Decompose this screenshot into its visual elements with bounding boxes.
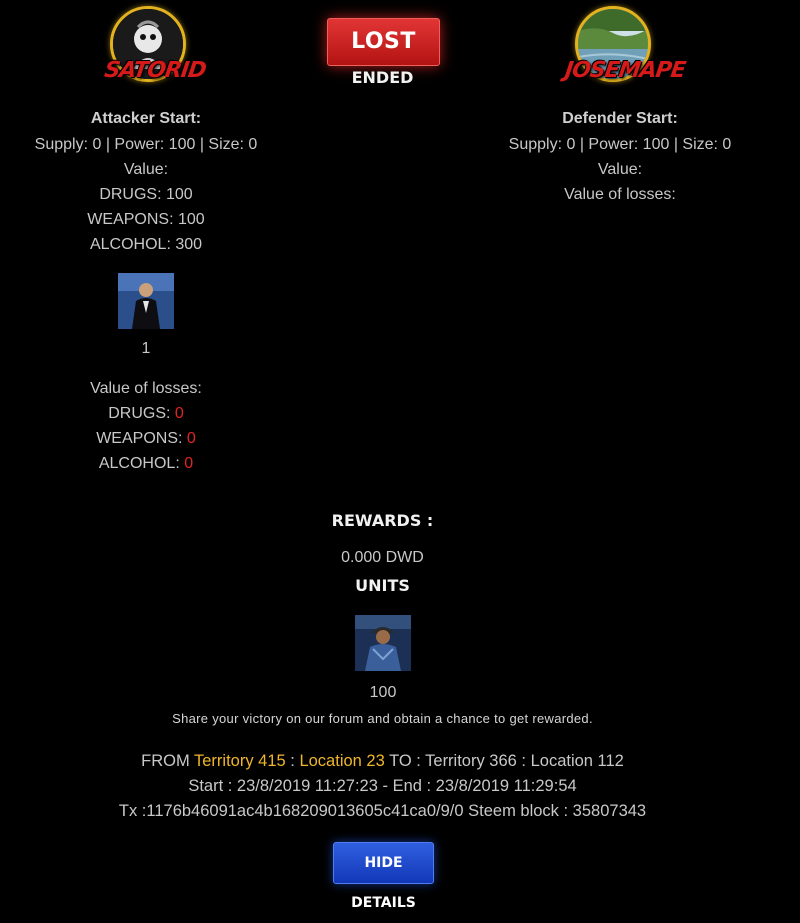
units-title: UNITS [355,576,410,595]
attacker-name: SATORID [102,58,208,83]
reward-unit-count: 100 [369,684,397,701]
attacker-start-title: Attacker Start: [90,110,202,127]
route-line: FROM Territory 415 : Location 23 TO : Territory 366 : Location 112 [141,752,624,770]
attacker-value-label: Value: [123,161,169,178]
attacker-avatar[interactable] [100,6,210,102]
from-location-link[interactable]: Location 23 [299,752,385,770]
defender-column [470,106,770,207]
defender-name: JOSEMAPE [563,58,687,83]
attacker-unit-count: 1 [141,340,151,357]
attacker-column [0,106,292,257]
attacker-losses [0,376,292,476]
defender-stats: Supply: 0 | Power: 100 | Size: 0 [508,136,732,153]
attacker-loss-weapons: WEAPONS: 0 [96,430,196,447]
attacker-losses-label: Value of losses: [90,380,202,397]
attacker-value-weapons: WEAPONS: 100 [87,211,205,228]
rewards-title: REWARDS : [331,511,434,530]
attacker-unit-thumbnail[interactable] [118,273,174,329]
defender-losses-label: Value of losses: [564,186,676,203]
attacker-loss-alcohol: ALCOHOL: 0 [98,455,194,472]
battle-state-label: ENDED [351,68,414,87]
attacker-stats: Supply: 0 | Power: 100 | Size: 0 [34,136,258,153]
reward-unit-thumbnail[interactable] [355,615,411,671]
battle-route-info [0,749,765,824]
attacker-value-alcohol: ALCOHOL: 300 [89,236,203,253]
hide-details-button[interactable]: HIDE DETAILS [333,842,434,884]
rewards-amount: 0.000 DWD [341,549,424,566]
attacker-loss-drugs: DRUGS: 0 [108,405,184,422]
share-message: Share your victory on our forum and obtain a chance to get rewarded. [172,711,593,726]
attacker-value-drugs: DRUGS: 100 [99,186,193,203]
defender-value-label: Value: [597,161,643,178]
defender-avatar[interactable] [563,6,687,102]
from-territory-link[interactable]: Territory 415 [193,752,286,770]
battle-status-badge: LOST [327,18,440,66]
transaction-info: Tx :1176b46091ac4b168209013605c41ca0/9/0 Steem block : 35807343 [118,802,647,820]
battle-time: Start : 23/8/2019 11:27:23 - End : 23/8/2019 11:29:54 [188,777,577,795]
defender-start-title: Defender Start: [562,110,678,127]
